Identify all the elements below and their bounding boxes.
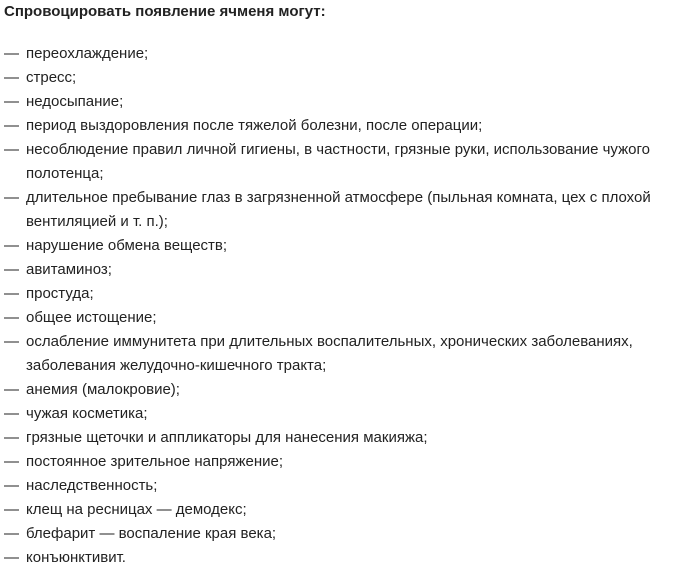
- dash-bullet: —: [4, 405, 19, 422]
- dash-bullet: —: [4, 141, 19, 158]
- dash-bullet: —: [4, 381, 19, 398]
- list-item: [4, 306, 690, 330]
- list-item-text: стресс;: [26, 69, 77, 86]
- list-item: [4, 474, 690, 498]
- causes-list: [4, 42, 690, 570]
- list-item-text: клещ на ресницах — демодекс;: [26, 501, 247, 518]
- list-item: [4, 546, 690, 570]
- list-item: [4, 258, 690, 282]
- dash-bullet: —: [4, 261, 19, 278]
- dash-bullet: —: [4, 549, 19, 566]
- dash-bullet: —: [4, 429, 19, 446]
- dash-bullet: —: [4, 189, 19, 206]
- list-item-text: постоянное зрительное напряжение;: [26, 453, 283, 470]
- list-item-text: период выздоровления после тяжелой болезни, после операции;: [26, 117, 483, 134]
- list-item-text: авитаминоз;: [26, 261, 112, 278]
- list-item: [4, 426, 690, 450]
- list-item-text: грязные щеточки и аппликаторы для нанесения макияжа;: [26, 429, 428, 446]
- list-item: [4, 138, 690, 186]
- list-item: [4, 90, 690, 114]
- dash-bullet: —: [4, 237, 19, 254]
- list-item-text: чужая косметика;: [26, 405, 148, 422]
- list-item: [4, 186, 690, 234]
- dash-bullet: —: [4, 309, 19, 326]
- list-item: [4, 66, 690, 90]
- list-item: [4, 114, 690, 138]
- list-item-text: конъюнктивит.: [26, 549, 126, 566]
- list-item: [4, 282, 690, 306]
- dash-bullet: —: [4, 333, 19, 350]
- dash-bullet: —: [4, 69, 19, 86]
- dash-bullet: —: [4, 117, 19, 134]
- list-item: [4, 402, 690, 426]
- list-item-text: нарушение обмена веществ;: [26, 237, 228, 254]
- list-item-text: длительное пребывание глаз в загрязненной атмосфере (пыльная комната, цех с плохой вентиляцией и т. п.);: [26, 189, 651, 230]
- dash-bullet: —: [4, 525, 19, 542]
- list-item-text: анемия (малокровие);: [26, 381, 180, 398]
- list-item: [4, 378, 690, 402]
- list-item-text: переохлаждение;: [26, 45, 149, 62]
- list-item-text: простуда;: [26, 285, 94, 302]
- document-heading: Спровоцировать появление ячменя могут:: [4, 3, 326, 20]
- dash-bullet: —: [4, 45, 19, 62]
- list-item-text: наследственность;: [26, 477, 158, 494]
- dash-bullet: —: [4, 453, 19, 470]
- list-item: [4, 450, 690, 474]
- dash-bullet: —: [4, 501, 19, 518]
- list-item: [4, 330, 690, 378]
- list-item: [4, 498, 690, 522]
- list-item: [4, 42, 690, 66]
- list-item: [4, 522, 690, 546]
- list-item-text: недосыпание;: [26, 93, 124, 110]
- dash-bullet: —: [4, 285, 19, 302]
- list-item-text: несоблюдение правил личной гигиены, в частности, грязные руки, использование чужого полотенца;: [26, 141, 650, 182]
- list-item-text: общее истощение;: [26, 309, 157, 326]
- list-item-text: ослабление иммунитета при длительных воспалительных, хронических заболеваниях, заболевания желудочно-кишечного тракта;: [26, 333, 633, 374]
- dash-bullet: —: [4, 93, 19, 110]
- list-item: [4, 234, 690, 258]
- list-item-text: блефарит — воспаление края века;: [26, 525, 277, 542]
- dash-bullet: —: [4, 477, 19, 494]
